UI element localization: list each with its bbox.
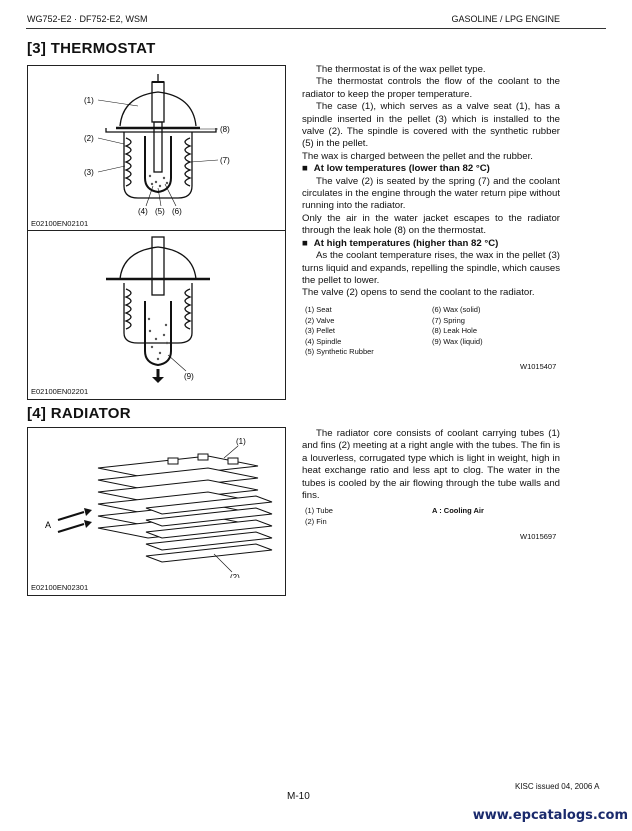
legend-item: (6) Wax (solid) — [432, 305, 481, 314]
legend-item: (8) Leak Hole — [432, 326, 478, 335]
fig1-callout-2: (2) — [84, 134, 94, 143]
fig1-callout-1: (1) — [84, 96, 94, 105]
low-temp-text-2: Only the air in the water jacket escapes to the radiator through the leak hole (8) on the thermostat. — [302, 212, 560, 237]
fig1-callout-5: (5) — [155, 207, 165, 216]
watermark-text: www.epcatalogs.com — [472, 808, 628, 823]
radiator-text — [302, 428, 560, 502]
thermostat-figure-closed — [27, 65, 286, 232]
high-temp-text-1: As the coolant temperature rises, the wax in the pellet (3) turns liquid and expands, repelling the spindle, which causes the pellet to lower. — [302, 250, 560, 286]
radiator-fig-code: E02100EN02301 — [31, 583, 89, 592]
thermostat-para-3: The case (1), which serves as a valve seat (1), has a spindle inserted in the pellet (3) which is installed to the valve (2). The spindle is covered with the synthetic rubber (5) in the pellet. — [302, 101, 560, 150]
legend-item: (1) Tube — [305, 506, 333, 515]
legend-item: (4) Spindle — [305, 336, 342, 346]
fig2-callout-9: (9) — [184, 372, 194, 381]
header-section: GASOLINE / LPG ENGINE — [451, 14, 560, 24]
legend-item: A : Cooling Air — [432, 506, 484, 515]
legend-item: (2) Valve — [305, 315, 335, 325]
page-number: M-10 — [287, 791, 310, 802]
thermostat-figure-open — [27, 230, 286, 400]
radiator-ref-code: W1015697 — [520, 532, 557, 541]
radiator-callout-a: A — [45, 520, 52, 530]
legend-item: (1) Seat — [305, 305, 332, 314]
radiator-callout-2: (2) — [230, 573, 240, 578]
thermostat-legend-left — [305, 305, 374, 358]
high-temp-text-2: The valve (2) opens to send the coolant to the radiator. — [302, 287, 535, 299]
header-model: WG752-E2 · DF752-E2, WSM — [27, 14, 148, 24]
high-temp-heading: ■ At high temperatures (higher than 82 °C) — [302, 238, 560, 250]
radiator-legend-left — [305, 506, 333, 527]
footer-issued: KISC issued 04, 2006 A — [515, 782, 600, 791]
fig2-code: E02100EN02201 — [31, 387, 89, 396]
low-temp-heading: ■ At low temperatures (lower than 82 °C) — [302, 163, 560, 175]
thermostat-closed-drawing — [28, 66, 285, 216]
thermostat-para-2: The thermostat controls the flow of the coolant to the radiator to keep the proper temperature. — [302, 76, 560, 100]
fig1-code: E02100EN02101 — [31, 219, 89, 228]
legend-item: (3) Pellet — [305, 326, 336, 335]
fig1-callout-6: (6) — [172, 207, 182, 216]
thermostat-para-1: The thermostat is of the wax pellet type. — [316, 64, 486, 75]
low-temp-text-1: The valve (2) is seated by the spring (7) and the coolant circulates in the engine through the water return pipe without running into the radiator. — [302, 175, 560, 212]
radiator-drawing — [28, 428, 285, 578]
fig1-callout-3: (3) — [84, 168, 94, 177]
fig1-callout-8: (8) — [220, 125, 230, 134]
legend-item: (7) Spring — [432, 315, 465, 325]
fig1-callout-7: (7) — [220, 156, 230, 165]
header-rule — [26, 28, 606, 29]
legend-item: (5) Synthetic Rubber — [305, 347, 374, 356]
thermostat-open-drawing — [28, 231, 285, 383]
thermostat-legend-right — [432, 305, 483, 347]
radiator-legend-right — [432, 506, 484, 517]
thermostat-para-4: The wax is charged between the pellet and the rubber. — [302, 150, 533, 162]
radiator-para: The radiator core consists of coolant carrying tubes (1) and fins (2) meeting at a right angle with the tubes. The fin is a louverless, corrugated type which is light in weight, high in heat exchange ratio and less apt to clog. The water in the tubes is cooled by the air flowing through the tube walls and fins. — [302, 428, 560, 502]
legend-item: (9) Wax (liquid) — [432, 336, 483, 346]
radiator-title: [4] RADIATOR — [27, 405, 131, 422]
thermostat-title: [3] THERMOSTAT — [27, 40, 156, 57]
radiator-figure — [27, 427, 286, 596]
legend-item: (2) Fin — [305, 516, 327, 526]
radiator-callout-1: (1) — [236, 437, 246, 446]
thermostat-ref-code: W1015407 — [520, 362, 557, 371]
thermostat-text — [302, 64, 560, 300]
fig1-callout-4: (4) — [138, 207, 148, 216]
